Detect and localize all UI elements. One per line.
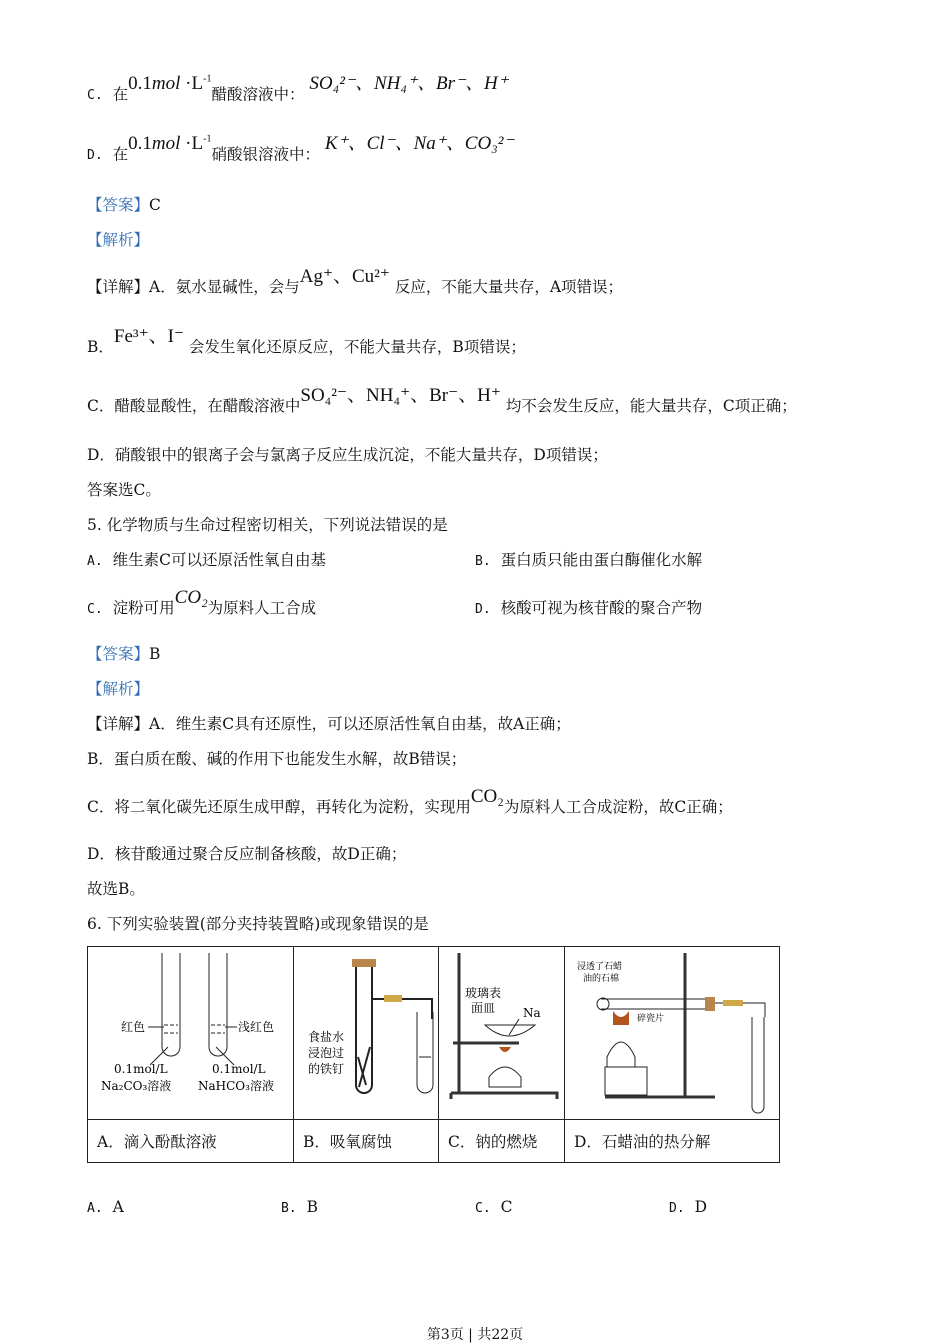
detail-tag: 【详解】	[87, 278, 150, 296]
q5-analysis-tag: 【解析】	[87, 680, 150, 698]
label-sol2: NaHCO₃溶液	[198, 1079, 274, 1093]
q6-stem: 6. 下列实验装置(部分夹持装置略)或现象错误的是	[87, 915, 429, 933]
q5-option-c	[87, 587, 317, 620]
q4-option-c	[87, 73, 508, 106]
conc	[128, 133, 211, 154]
q4-option-d	[87, 133, 514, 166]
cell-c: C．钠的燃烧	[439, 1120, 565, 1163]
text: 反应，不能大量共存，A项错误；	[394, 278, 624, 296]
text: A．氨水显碱性，会与	[149, 278, 300, 296]
option-letter: D.	[669, 1201, 685, 1216]
q5-option-b	[475, 550, 702, 572]
label-c2: 面皿	[471, 1001, 496, 1015]
label-d1: 浸透了石蜡	[577, 962, 623, 972]
label-d3: 碎瓷片	[637, 1014, 665, 1024]
text: 均不会发生反应，能大量共存，C项正确；	[505, 397, 797, 415]
text: D	[694, 1198, 708, 1216]
label-conc1: 0.1mol/L	[114, 1062, 168, 1076]
exp: -1	[203, 134, 212, 145]
q6-option-d	[669, 1197, 707, 1219]
conc	[128, 73, 211, 94]
text: C	[500, 1198, 513, 1216]
q5-option-d	[475, 598, 702, 620]
label-light-red: 浅红色	[238, 1020, 275, 1034]
label-red: 红色	[121, 1020, 146, 1034]
unit: ·L	[180, 133, 204, 155]
q4-detail-d: D．硝酸银中的银离子会与氯离子反应生成沉淀，不能大量共存，D项错误；	[87, 446, 608, 464]
label-c1: 玻璃表	[465, 986, 502, 1000]
q5-answer	[87, 644, 160, 664]
text: B	[306, 1198, 319, 1216]
ions: SO₄²⁻、NH₄⁺、Br⁻、H⁺	[309, 73, 508, 95]
text: C．将二氧化碳先还原生成甲醇，再转化为淀粉，实现用	[87, 798, 471, 816]
ions: K⁺、Cl⁻、Na⁺、CO₃²⁻	[324, 133, 514, 155]
chem: Ag⁺、Cu²⁺	[299, 266, 390, 287]
figure-d	[565, 947, 780, 1120]
text: 醋酸溶液中：	[211, 85, 305, 104]
label-b2: 浸泡过	[308, 1046, 345, 1060]
option-letter: B.	[281, 1201, 297, 1216]
figure-c	[439, 947, 565, 1120]
text: C．醋酸显酸性，在醋酸溶液中	[87, 397, 301, 415]
option-letter: B.	[475, 554, 491, 569]
q4-detail-c	[87, 385, 797, 416]
chem: SO₄²⁻、NH₄⁺、Br⁻、H⁺	[300, 385, 501, 406]
q4-analysis-tag: 【解析】	[87, 231, 150, 249]
label-conc2: 0.1mol/L	[212, 1062, 266, 1076]
option-letter: D.	[475, 602, 491, 617]
page-footer: 第3页 | 共22页	[426, 1327, 524, 1343]
q5-stem: 5. 化学物质与生命过程密切相关，下列说法错误的是	[87, 516, 448, 534]
cell-d: D．石蜡油的热分解	[565, 1120, 780, 1163]
chem: Fe³⁺、I⁻	[113, 326, 184, 347]
text: 会发生氧化还原反应，不能大量共存，B项错误；	[188, 338, 526, 356]
chem: CO₂	[470, 786, 504, 807]
q5-detail-a	[87, 714, 571, 734]
text: 在	[112, 85, 129, 104]
figure-b	[294, 947, 439, 1120]
text: 维生素C可以还原活性氧自由基	[112, 551, 327, 569]
text: 为原料人工合成	[207, 599, 317, 617]
text: 在	[112, 145, 129, 164]
text: A	[112, 1198, 124, 1216]
text: 淀粉可用	[112, 599, 175, 617]
option-letter: A.	[87, 1201, 103, 1216]
label-na: Na	[523, 1006, 541, 1020]
text: 为原料人工合成淀粉，故C正确；	[503, 798, 733, 816]
text: B．	[87, 338, 114, 356]
q5-detail-b: B．蛋白质在酸、碱的作用下也能发生水解，故B错误；	[87, 750, 467, 768]
text: 核酸可视为核苷酸的聚合产物	[500, 599, 703, 617]
label-b3: 的铁钉	[308, 1062, 345, 1076]
exp: -1	[203, 74, 212, 85]
option-letter: D.	[87, 148, 103, 164]
q4-answer	[87, 195, 161, 215]
option-letter: C.	[87, 602, 103, 617]
q6-option-a	[87, 1197, 124, 1219]
q4-detail-a	[87, 266, 624, 297]
text: 蛋白质只能由蛋白酶催化水解	[500, 551, 703, 569]
option-letter: C.	[87, 88, 103, 104]
text: 硝酸银溶液中：	[211, 145, 320, 164]
figure-a	[88, 947, 294, 1120]
q5-option-a	[87, 550, 326, 572]
q6-option-c	[475, 1197, 513, 1219]
option-letter: A.	[87, 554, 103, 569]
chem: CO₂	[174, 587, 208, 608]
cell-b: B．吸氧腐蚀	[294, 1120, 439, 1163]
unit: ·L	[180, 73, 204, 95]
conc-value: 0.1	[128, 133, 152, 155]
option-letter: C.	[475, 1201, 491, 1216]
text: A．维生素C具有还原性，可以还原活性氧自由基，故A正确；	[149, 715, 571, 733]
answer-tag: 【答案】	[87, 196, 150, 214]
label-sol1: Na₂CO₃溶液	[101, 1079, 172, 1093]
answer: B	[149, 645, 161, 663]
answer-tag: 【答案】	[87, 645, 150, 663]
cell-a: A．滴入酚酞溶液	[88, 1120, 294, 1163]
answer: C	[149, 196, 161, 214]
unit: mol	[151, 73, 181, 95]
q6-option-b	[281, 1197, 318, 1219]
q4-detail-b	[87, 326, 526, 357]
q5-conclusion: 故选B。	[87, 880, 145, 898]
q5-detail-d: D．核苷酸通过聚合反应制备核酸，故D正确；	[87, 845, 407, 863]
unit: mol	[151, 133, 181, 155]
q6-apparatus-table	[87, 946, 780, 1163]
label-d2: 油的石棉	[583, 974, 620, 984]
detail-tag: 【详解】	[87, 715, 150, 733]
q5-detail-c	[87, 786, 733, 817]
label-b1: 食盐水	[308, 1030, 345, 1044]
q4-conclusion: 答案选C。	[87, 481, 161, 499]
conc-value: 0.1	[128, 73, 152, 95]
